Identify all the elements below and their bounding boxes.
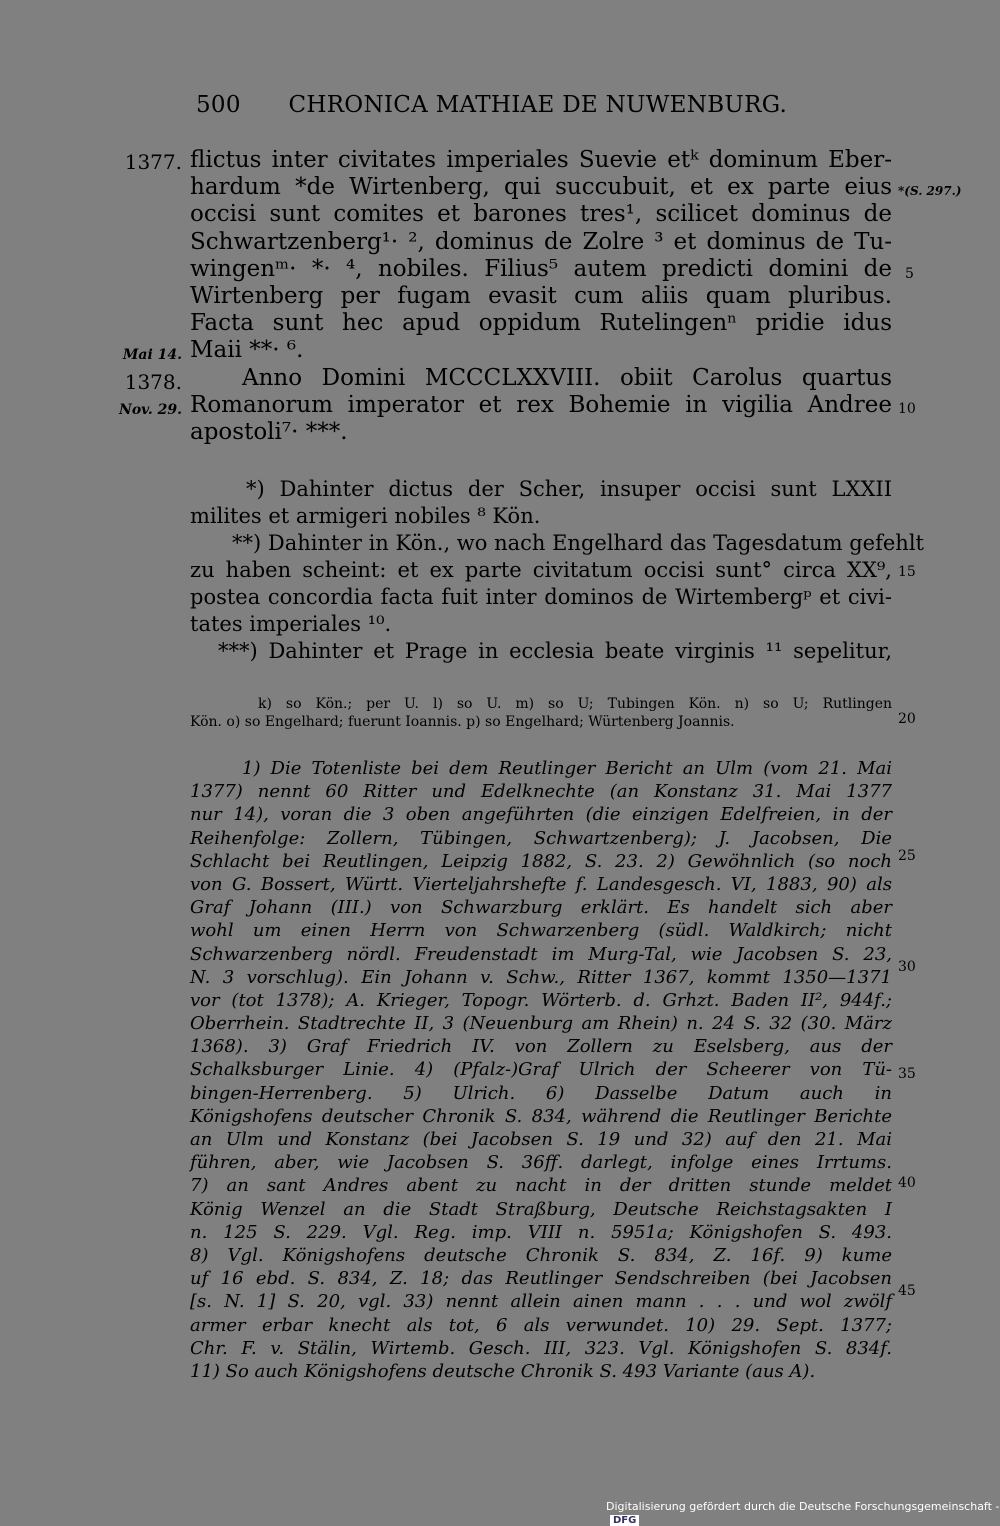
main-line: flictus inter civitates imperiales Suevie etᵏ dominum Eber- xyxy=(190,147,892,173)
footnote-line: wohl um einen Herrn von Schwarzenberg (südl. Waldkirch; nicht xyxy=(190,920,892,942)
note-line: **) Dahinter in Kön., wo nach Engelhard das Tagesdatum gefehlt xyxy=(232,531,924,555)
dfg-logo: DFG xyxy=(610,1515,639,1526)
footnote-line: n. 125 S. 229. Vgl. Reg. imp. VIII n. 5951a; Königshofen S. 493. xyxy=(190,1221,892,1243)
footnote-line: Graf Johann (III.) von Schwarzburg erklärt. Es handelt sich aber xyxy=(190,897,892,919)
main-line: Wirtenberg per fugam evasit cum aliis quam pluribus. xyxy=(190,282,892,309)
footnote-line: vor (tot 1378); A. Krieger, Topogr. Wörterb. d. Grhzt. Baden II², 944f.; xyxy=(190,989,892,1011)
footnote-line: Königshofens deutscher Chronik S. 834, während die Reutlinger Berichte xyxy=(190,1105,892,1127)
note-line: ***) Dahinter et Prage in ecclesia beate virginis ¹¹ sepelitur, xyxy=(218,639,892,663)
line-number-45: 45 xyxy=(898,1283,916,1299)
note-line: tates imperiales ¹⁰. xyxy=(190,612,392,636)
footnote-line: 1377) nennt 60 Ritter und Edelknechte (an Konstanz 31. Mai 1377 xyxy=(190,781,892,803)
margin-year-1377: 1377. xyxy=(124,150,182,174)
line-number-40: 40 xyxy=(898,1175,916,1191)
footnote-line: bingen-Herrenberg. 5) Ulrich. 6) Dasselbe Datum auch in xyxy=(190,1082,892,1104)
digitization-credit xyxy=(606,1500,1000,1526)
footnote-line: König Wenzel an die Stadt Straßburg, Deutsche Reichstagsakten I xyxy=(190,1198,892,1220)
apparatus xyxy=(190,695,892,731)
footnote-line: Schwarzenberg nördl. Freudenstadt im Murg-Tal, wie Jacobsen S. 23, xyxy=(190,943,892,965)
main-line: Schwartzenberg¹· ², dominus de Zolre ³ et dominus de Tu- xyxy=(190,228,892,255)
margin-year-1378: 1378. xyxy=(124,370,182,394)
footnote-line: armer erbar knecht als tot, 6 als verwundet. 10) 29. Sept. 1377; xyxy=(190,1314,892,1336)
line-number-30: 30 xyxy=(898,959,916,975)
main-line: apostoli⁷· ***. xyxy=(190,418,348,445)
note-line: postea concordia facta fuit inter dominos de Wirtembergᵖ et civi- xyxy=(190,585,892,609)
main-line: wingenᵐ· *· ⁴, nobiles. Filius⁵ autem predicti domini de xyxy=(190,255,892,282)
main-line: Facta sunt hec apud oppidum Rutelingenⁿ pridie idus xyxy=(190,310,892,337)
note-line: zu haben scheint: et ex parte civitatum occisi sunt° circa XX⁹, xyxy=(190,558,892,582)
running-title: CHRONICA MATHIAE DE NUWENBURG. xyxy=(288,92,788,118)
margin-date-nov: Nov. 29. xyxy=(119,402,182,418)
line-number-10: 10 xyxy=(898,401,916,417)
footnote-line: N. 3 vorschlug). Ein Johann v. Schw., Ritter 1367, kommt 1350—1371 xyxy=(190,966,892,988)
main-line: occisi sunt comites et barones tres¹, scilicet dominus de xyxy=(190,201,892,228)
footnote-line: Oberrhein. Stadtrechte II, 3 (Neuenburg am Rhein) n. 24 S. 32 (30. März xyxy=(190,1013,892,1035)
apparatus-line: Kön. o) so Engelhard; fuerunt Ioannis. p) so Engelhard; Würtenberg Joannis. xyxy=(190,714,735,730)
footnote-line: Schalksburger Linie. 4) (Pfalz-)Graf Ulrich der Scheerer von Tü- xyxy=(190,1059,892,1081)
line-number-20: 20 xyxy=(898,711,916,727)
note-line: *) Dahinter dictus der Scher, insuper occisi sunt LXXII xyxy=(246,477,892,501)
footnote-line: 8) Vgl. Königshofens deutsche Chronik S. 834, Z. 16f. 9) kume xyxy=(190,1244,892,1266)
line-number-15: 15 xyxy=(898,564,916,580)
footnotes xyxy=(190,757,892,1383)
footnote-line: uf 16 ebd. S. 834, Z. 18; das Reutlinger Sendschreiben (bei Jacobsen xyxy=(190,1268,892,1290)
footnote-line: nur 14), voran die 3 oben angeführten (die einzigen Edelfreien, in der xyxy=(190,804,892,826)
note-line: milites et armigeri nobiles ⁸ Kön. xyxy=(190,504,541,528)
footnote-line: Chr. F. v. Stälin, Wirtemb. Gesch. III, 323. Vgl. Königshofen S. 834f. xyxy=(190,1337,892,1359)
margin-date-mai: Mai 14. xyxy=(122,347,182,363)
footnote-line: Reihenfolge: Zollern, Tübingen, Schwartzenberg); J. Jacobsen, Die xyxy=(190,827,892,849)
margin-page-ref: *(S. 297.) xyxy=(898,184,962,198)
footnote-line: 11) So auch Königshofens deutsche Chronik S. 493 Variante (aus A). xyxy=(190,1360,816,1382)
page-header xyxy=(196,92,787,118)
main-line: Romanorum imperator et rex Bohemie in vigilia Andree xyxy=(190,391,892,418)
page-number: 500 xyxy=(196,92,241,118)
main-text xyxy=(190,147,892,446)
main-line: Anno Domini MCCCLXXVIII. obiit Carolus quartus xyxy=(242,364,892,391)
footnote-line: 1) Die Totenliste bei dem Reutlinger Bericht an Ulm (vom 21. Mai xyxy=(242,758,892,779)
main-line: Maii **· ⁶. xyxy=(190,337,304,364)
footnote-line: an Ulm und Konstanz (bei Jacobsen S. 19 und 32) auf den 21. Mai xyxy=(190,1129,892,1150)
footnote-line: führen, aber, wie Jacobsen S. 36ff. darlegt, infolge eines Irrtums. xyxy=(190,1152,892,1174)
footnote-line: 1368). 3) Graf Friedrich IV. von Zollern zu Eselsberg, aus der xyxy=(190,1036,892,1058)
line-number-5: 5 xyxy=(905,266,914,282)
line-number-35: 35 xyxy=(898,1066,916,1082)
main-line: hardum *de Wirtenberg, qui succubuit, et ex parte eius xyxy=(190,174,892,201)
footnote-line: von G. Bossert, Württ. Vierteljahrshefte f. Landesgesch. VI, 1883, 90) als xyxy=(190,873,892,895)
footnote-line: [s. N. 1] S. 20, vgl. 33) nennt allein ainen mann . . . und wol zwölf xyxy=(190,1291,892,1313)
footnote-line: Schlacht bei Reutlingen, Leipzig 1882, S. 23. 2) Gewöhnlich (so noch xyxy=(190,850,892,872)
apparatus-line: k) so Kön.; per U. l) so U. m) so U; Tubingen Kön. n) so U; Rutlingen xyxy=(258,696,892,712)
credit-text: Digitalisierung gefördert durch die Deutsche Forschungsgemeinschaft - xyxy=(606,1500,1000,1513)
line-number-25: 25 xyxy=(898,848,916,864)
footnote-line: 7) an sant Andres abent zu nacht in der dritten stunde meldet xyxy=(190,1175,892,1197)
